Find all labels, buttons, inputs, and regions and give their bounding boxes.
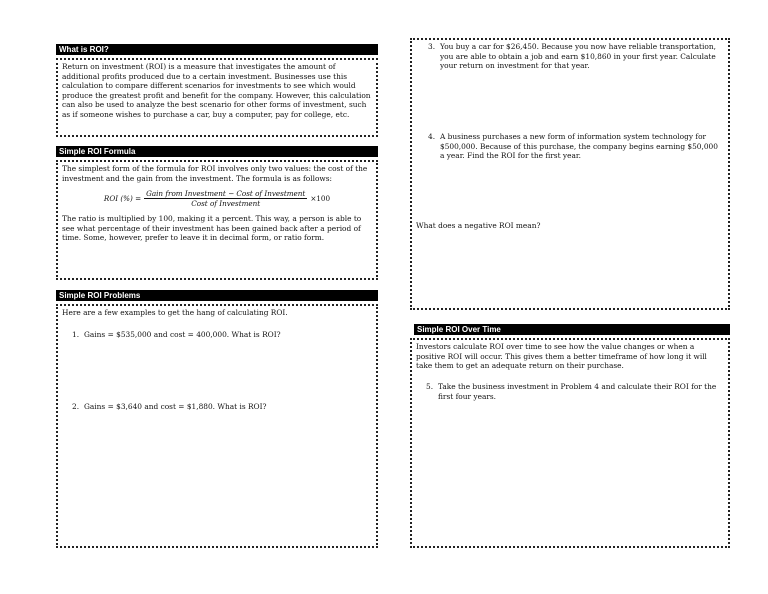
problem-1-number: 1. bbox=[72, 330, 80, 339]
problem-1-text: Gains = $535,000 and cost = 400,000. What is ROI? bbox=[84, 330, 281, 339]
roi-over-time-intro: Investors calculate ROI over time to see how the value changes or when a positive ROI will occur. This gives them a better timeframe of how long it will take them to get an adequate return on their purchase. bbox=[416, 342, 707, 371]
formula-lhs: ROI (%) = bbox=[103, 193, 142, 203]
roi-formula bbox=[62, 189, 372, 208]
simple-roi-formula-header: Simple ROI Formula bbox=[56, 146, 378, 157]
roi-over-time-box bbox=[410, 338, 730, 548]
problem-3-number: 3. bbox=[428, 42, 436, 51]
formula-numerator: Gain from Investment − Cost of Investment bbox=[146, 189, 306, 199]
what-is-roi-header: What is ROI? bbox=[56, 44, 378, 55]
problems-intro-text: Here are a few examples to get the hang of calculating ROI. bbox=[62, 308, 288, 317]
problem-4-number: 4. bbox=[428, 132, 436, 141]
simple-roi-formula-box bbox=[56, 160, 378, 280]
problem-2-number: 2. bbox=[72, 402, 80, 411]
problem-5-text: Take the business investment in Problem 4 and calculate their ROI for the first four years. bbox=[438, 382, 717, 401]
problem-1 bbox=[72, 330, 372, 340]
formula-explanation-text: The ratio is multiplied by 100, making it a percent. This way, a person is able to see what percentage of their investment has been gained back after a period of time. Some, however, prefer to leave it in decimal form, or ratio form. bbox=[62, 214, 362, 243]
simple-roi-problems-box bbox=[56, 304, 378, 548]
negative-roi-question: What does a negative ROI mean? bbox=[416, 221, 541, 230]
problem-2-text: Gains = $3,640 and cost = $1,880. What is ROI? bbox=[84, 402, 267, 411]
problem-4-text: A business purchases a new form of information system technology for $500,000. Because of this purchase, the company begins earning $50,000 a year. Find the ROI for the first year. bbox=[440, 132, 718, 161]
problem-2 bbox=[72, 402, 372, 412]
what-is-roi-text: Return on investment (ROI) is a measure that investigates the amount of additional profits produced due to a certain investment. Businesses use this calculation to compare different scenarios for investments to see which would produce the greatest profit and benefit for the company. However, this calculation can also be used to analyze the best scenario for other forms of investment, such as if someone wishes to purchase a car, buy a computer, pay for college, etc. bbox=[62, 62, 371, 119]
problem-4 bbox=[428, 132, 724, 161]
formula-multiplier: ×100 bbox=[310, 193, 331, 203]
problem-5-number: 5. bbox=[426, 382, 434, 391]
problem-5 bbox=[426, 382, 722, 401]
problems-3-4-box bbox=[410, 38, 730, 310]
what-is-roi-box bbox=[56, 58, 378, 137]
simple-roi-problems-header: Simple ROI Problems bbox=[56, 290, 378, 301]
formula-denominator: Cost of Investment bbox=[191, 199, 261, 209]
formula-intro-text: The simplest form of the formula for ROI involves only two values: the cost of the investment and the gain from the investment. The formula is as follows: bbox=[62, 164, 368, 183]
problem-3-text: You buy a car for $26,450. Because you now have reliable transportation, you are able to obtain a job and earn $10,860 in your first year. Calculate your return on investment for that year. bbox=[440, 42, 716, 71]
problem-3 bbox=[428, 42, 724, 71]
formula-fraction bbox=[144, 189, 307, 208]
roi-over-time-header: Simple ROI Over Time bbox=[414, 324, 730, 335]
